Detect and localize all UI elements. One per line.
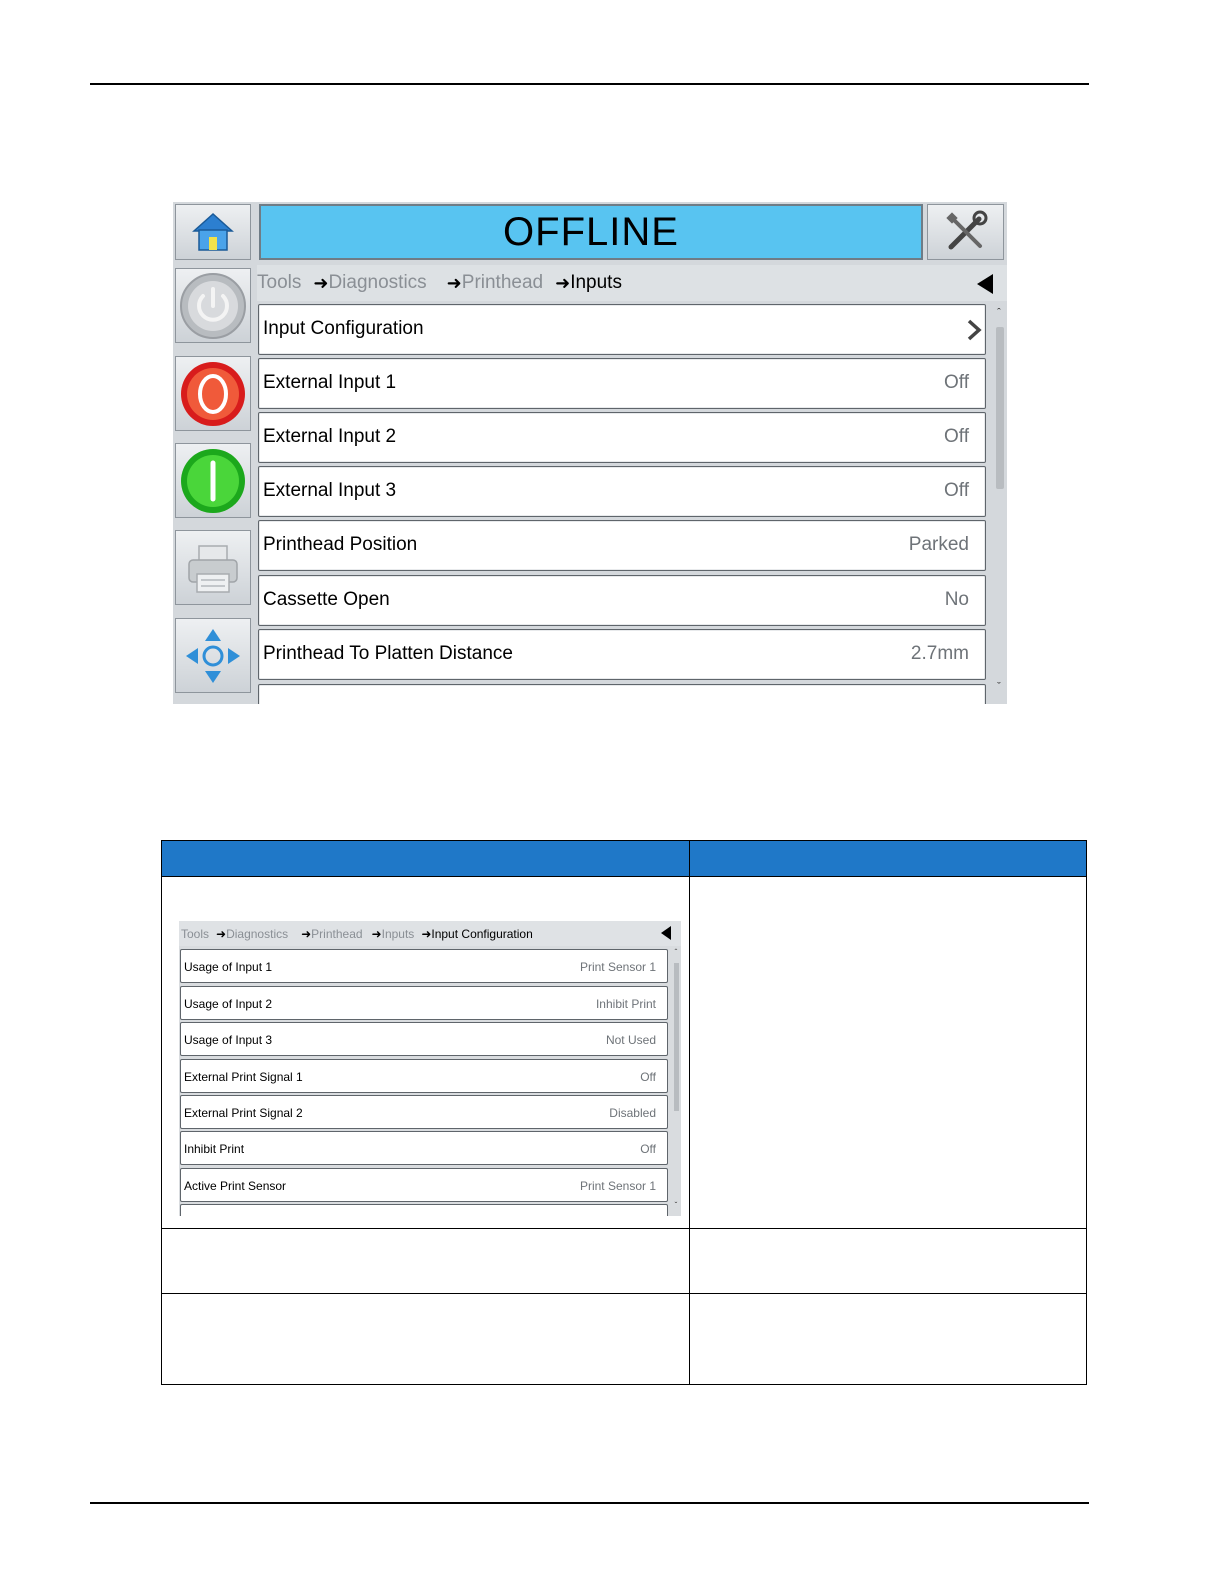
list-item[interactable]	[180, 1059, 668, 1093]
menu-row-external-input-3[interactable]	[258, 466, 986, 517]
list-item[interactable]	[180, 1168, 668, 1202]
scroll-down-icon[interactable]: ˇ	[997, 681, 1001, 693]
navigation-arrows-icon	[183, 626, 243, 686]
list-item[interactable]	[180, 1131, 668, 1165]
scrollbar[interactable]	[993, 307, 1005, 697]
row-value: No	[944, 589, 969, 610]
list-item[interactable]	[180, 1022, 668, 1056]
row-label: External Input 2	[263, 426, 397, 447]
scroll-thumb[interactable]	[674, 963, 679, 1111]
status-text: OFFLINE	[503, 209, 679, 254]
home-icon	[191, 211, 235, 253]
breadcrumb-arrow: ➜	[446, 272, 462, 293]
row-divider	[162, 1228, 1086, 1229]
breadcrumb-tools[interactable]: Tools	[257, 272, 302, 293]
row-label: External Input 3	[263, 480, 397, 501]
row-label: Usage of Input 1	[184, 960, 273, 974]
list-item[interactable]	[180, 1095, 668, 1129]
breadcrumb-arrow: ➜	[313, 272, 329, 293]
row-label: Input Configuration	[263, 318, 424, 339]
start-icon	[179, 447, 247, 515]
chevron-right-icon	[965, 318, 983, 342]
breadcrumb-arrow: ➜	[555, 272, 571, 293]
list-item[interactable]	[180, 949, 668, 983]
back-icon[interactable]	[661, 926, 671, 940]
stop-button[interactable]	[175, 356, 251, 431]
row-value: Not Used	[605, 1033, 656, 1047]
breadcrumb-tools[interactable]: Tools	[181, 926, 210, 941]
status-banner	[259, 204, 923, 260]
row-value: Disabled	[609, 1106, 656, 1120]
row-value: Print Sensor 1	[579, 960, 656, 974]
row-label: Inhibit Print	[184, 1142, 245, 1156]
navigation-button[interactable]	[175, 618, 251, 693]
home-button[interactable]	[175, 204, 251, 260]
header-rule	[90, 83, 1089, 85]
breadcrumb-diagnostics[interactable]: Diagnostics	[226, 926, 289, 941]
scroll-down-icon[interactable]: ˇ	[674, 1201, 678, 1210]
breadcrumb-arrow: ➜	[371, 926, 382, 941]
list-item[interactable]	[180, 986, 668, 1020]
table-header	[162, 841, 1086, 877]
row-label: External Print Signal 2	[184, 1106, 303, 1120]
row-label: Usage of Input 2	[184, 997, 273, 1011]
tools-icon	[943, 209, 989, 255]
menu-row-cassette-open[interactable]	[258, 575, 986, 626]
power-icon	[179, 272, 247, 340]
row-divider	[162, 1293, 1086, 1294]
scroll-up-icon[interactable]: ˆ	[997, 307, 1001, 319]
breadcrumb-printhead[interactable]: Printhead	[461, 272, 544, 293]
scroll-thumb[interactable]	[996, 327, 1004, 489]
row-value: Parked	[908, 534, 969, 555]
row-label: Printhead Position	[263, 534, 418, 555]
row-label: Active Print Sensor	[184, 1179, 287, 1193]
breadcrumb-arrow: ➜	[421, 926, 432, 941]
power-button[interactable]	[175, 268, 251, 343]
breadcrumb-arrow: ➜	[216, 926, 227, 941]
column-divider	[689, 841, 690, 1384]
row-label: Printhead To Platten Distance	[263, 643, 513, 664]
breadcrumb-inputs: Inputs	[570, 272, 622, 293]
breadcrumb-printhead[interactable]: Printhead	[311, 926, 363, 941]
menu-row-external-input-2[interactable]	[258, 412, 986, 463]
breadcrumb	[257, 265, 1007, 301]
scroll-up-icon[interactable]: ˆ	[674, 948, 678, 957]
menu-row-partial[interactable]	[258, 684, 986, 704]
printer-hmi-screenshot	[173, 202, 1007, 704]
mini-breadcrumb	[179, 921, 681, 946]
row-value: Inhibit Print	[595, 997, 656, 1011]
row-value: Off	[944, 426, 969, 447]
input-configuration-screenshot	[179, 921, 681, 1216]
row-value: Print Sensor 1	[579, 1179, 656, 1193]
scrollbar[interactable]	[672, 949, 680, 1214]
stop-icon	[179, 360, 247, 428]
row-value: Off	[640, 1142, 656, 1156]
menu-row-input-configuration[interactable]	[258, 304, 986, 355]
row-value: Off	[944, 372, 969, 393]
row-value: 2.7mm	[910, 643, 969, 664]
list-item[interactable]	[180, 1204, 668, 1216]
row-label: External Print Signal 1	[184, 1070, 303, 1084]
tools-button[interactable]	[927, 204, 1004, 260]
breadcrumb-diagnostics[interactable]: Diagnostics	[328, 272, 427, 293]
printer-icon	[185, 540, 241, 596]
menu-row-platten-distance[interactable]	[258, 629, 986, 680]
breadcrumb-input-configuration: Input Configuration	[431, 926, 533, 941]
row-value: Off	[944, 480, 969, 501]
row-label: External Input 1	[263, 372, 397, 393]
row-label: Cassette Open	[263, 589, 390, 610]
start-button[interactable]	[175, 443, 251, 518]
breadcrumb-inputs[interactable]: Inputs	[381, 926, 415, 941]
row-label: Usage of Input 3	[184, 1033, 273, 1047]
menu-row-external-input-1[interactable]	[258, 358, 986, 409]
menu-row-printhead-position[interactable]	[258, 520, 986, 571]
row-value: Off	[640, 1070, 656, 1084]
footer-rule	[90, 1502, 1089, 1504]
back-icon[interactable]	[977, 274, 993, 294]
print-button[interactable]	[175, 530, 251, 605]
breadcrumb-arrow: ➜	[301, 926, 312, 941]
